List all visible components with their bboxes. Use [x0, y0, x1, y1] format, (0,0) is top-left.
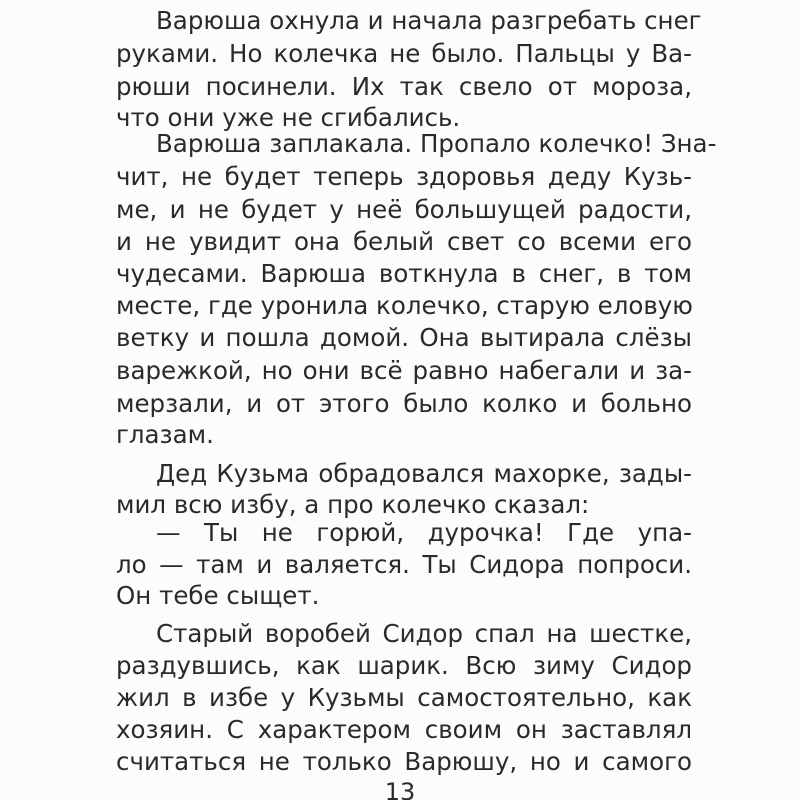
text-line: Старый воробей Сидор спал на шестке,	[156, 619, 692, 648]
text-line: мил всю избу, а про колечко сказал:	[116, 490, 590, 519]
page-number: 13	[384, 778, 416, 800]
text-line: ветку и пошла домой. Она вытирала слёзы	[116, 323, 692, 352]
text-line: руками. Но колечка не было. Пальцы у Ва-	[116, 39, 692, 68]
text-line: чудесами. Варюша воткнула в снег, в том	[116, 259, 692, 288]
text-line: месте, где уронила колечко, старую еловую	[116, 291, 693, 320]
text-line: глазам.	[116, 420, 214, 449]
text-line: рюши посинели. Их так свело от мороза,	[116, 72, 692, 101]
text-line: жил в избе у Кузьмы самостоятельно, как	[116, 683, 692, 712]
text-line: мерзали, и от этого было колко и больно	[116, 389, 692, 418]
text-line: хозяин. С характером своим он заставлял	[116, 715, 692, 744]
text-line: ло — там и валяется. Ты Сидора попроси.	[116, 550, 692, 579]
text-line: чит, не будет теперь здоровья деду Кузь-	[116, 162, 692, 191]
text-line: Он тебе сыщет.	[116, 581, 320, 610]
text-line: ме, и не будет у неё большущей радости,	[116, 195, 692, 224]
text-line: раздувшись, как шарик. Всю зиму Сидор	[116, 651, 692, 680]
text-line: Варюша охнула и начала разгребать снег	[156, 6, 702, 35]
text-line: варежкой, но они всё равно набегали и за-	[116, 356, 692, 385]
text-line: Варюша заплакала. Пропало колечко! Зна-	[156, 129, 717, 158]
text-line: — Ты не горюй, дурочка! Где упа-	[156, 518, 692, 547]
text-line: Дед Кузьма обрадовался махорке, зады-	[156, 459, 692, 488]
text-line: и не увидит она белый свет со всеми его	[116, 227, 692, 256]
text-line: считаться не только Варюшу, но и самого	[116, 747, 692, 776]
text-line: что они уже не сгибались.	[116, 103, 461, 132]
